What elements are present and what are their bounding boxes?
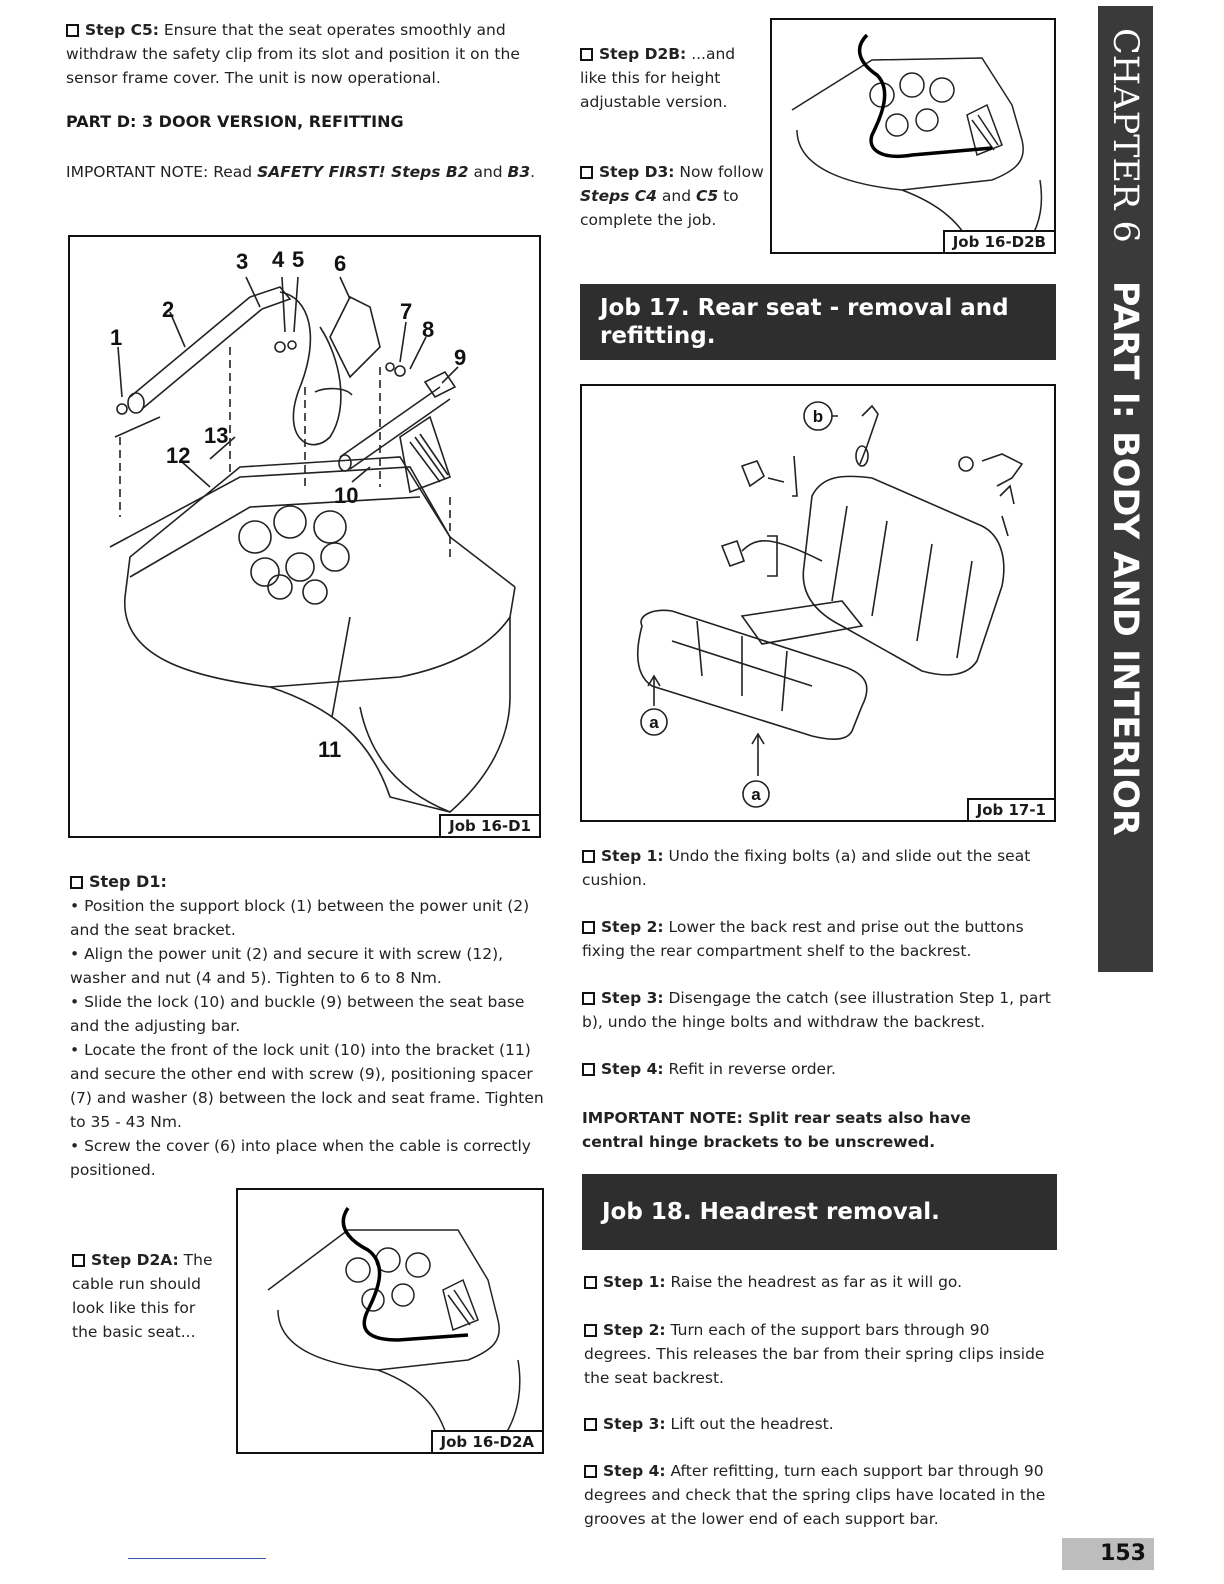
- callout-7: 7: [400, 299, 413, 324]
- step-d2a-label: Step D2A:: [91, 1251, 179, 1269]
- step-label: Step 2:: [603, 1321, 666, 1339]
- step-d1-bullet: • Position the support block (1) between the power unit (2) and the seat bracket.: [70, 894, 548, 942]
- note-prefix: IMPORTANT NOTE: Read: [66, 163, 258, 181]
- step-label: Step 4:: [603, 1462, 666, 1480]
- part-d-heading: PART D: 3 DOOR VERSION, REFITTING: [66, 112, 404, 131]
- step-d1-bullet: • Screw the cover (6) into place when the cable is correctly positioned.: [70, 1134, 548, 1182]
- step-label: Step 1:: [601, 847, 664, 865]
- checkbox-icon: [584, 1418, 597, 1431]
- page-number: 153: [1062, 1538, 1154, 1570]
- checkbox-icon: [584, 1276, 597, 1289]
- job18-step-1: [584, 1270, 1054, 1294]
- job18-banner: Job 18. Headrest removal.: [582, 1174, 1057, 1250]
- seat-frame-exploded-illustration: [70, 237, 539, 836]
- footer-rule: [128, 1558, 266, 1559]
- job17-banner: Job 17. Rear seat - removal and refitting.: [580, 284, 1056, 360]
- figure-label-16-d2b: Job 16-D2B: [943, 230, 1056, 254]
- step-d3: [580, 160, 770, 232]
- note-b3: B3: [507, 163, 531, 181]
- step-text: Raise the headrest as far as it will go.: [670, 1273, 963, 1291]
- step-d3-label: Step D3:: [599, 163, 675, 181]
- step-d1-bullet: • Align the power unit (2) and secure it with screw (12), washer and nut (4 and 5). Tighten to 6 to 8 Nm.: [70, 942, 548, 990]
- job17-step-2: [582, 915, 1052, 963]
- note-bold: SAFETY FIRST! Steps B2: [257, 163, 469, 181]
- step-label: Step 2:: [601, 918, 664, 936]
- callout-9: 9: [454, 345, 467, 370]
- figure-job-16-d1: [68, 235, 541, 838]
- note-and: and: [468, 163, 508, 181]
- step-d1-bullet: • Locate the front of the lock unit (10) into the bracket (11) and secure the other end with screw (9), positioning spacer (7) and washer (8) between the lock and seat frame. Tighten to 35 - 43 Nm.: [70, 1038, 548, 1134]
- note-end: .: [530, 163, 536, 181]
- step-label: Step 4:: [601, 1060, 664, 1078]
- step-text: After refitting, turn each support bar through 90 degrees and check that the spring clips have located in the grooves at the lower end of each support bar.: [584, 1462, 1046, 1528]
- callout-10: 10: [334, 483, 359, 508]
- callout-12: 12: [166, 443, 191, 468]
- seat-cable-height-adjustable-illustration: [772, 20, 1054, 252]
- callout-b: b: [812, 407, 824, 426]
- chapter-side-tab: [1098, 6, 1153, 972]
- job17-step-3: [582, 986, 1057, 1034]
- callout-2: 2: [162, 297, 175, 322]
- checkbox-icon: [66, 24, 79, 37]
- step-label: Step 3:: [603, 1415, 666, 1433]
- step-label: Step 1:: [603, 1273, 666, 1291]
- step-d2b-label: Step D2B:: [599, 45, 687, 63]
- step-text: Refit in reverse order.: [668, 1060, 836, 1078]
- step-c5-label: Step C5:: [85, 21, 159, 39]
- checkbox-icon: [582, 850, 595, 863]
- step-d2b-text: ...and like this for height adjustable version.: [580, 45, 736, 111]
- step-d2b: [580, 42, 750, 114]
- figure-job-16-d2b: [770, 18, 1056, 254]
- figure-label-16-d2a: Job 16-D2A: [431, 1430, 544, 1454]
- callout-a-right: a: [751, 785, 761, 804]
- checkbox-icon: [580, 166, 593, 179]
- step-d3-pre: Now follow: [679, 163, 764, 181]
- step-text: Undo the fixing bolts (a) and slide out the seat cushion.: [582, 847, 1031, 889]
- job18-step-4: [584, 1459, 1059, 1531]
- step-d3-bold: Steps C4: [580, 187, 657, 205]
- step-text: Lower the back rest and prise out the buttons fixing the rear compartment shelf to the backrest.: [582, 918, 1024, 960]
- step-d3-c5: C5: [695, 187, 719, 205]
- step-d3-and: and: [656, 187, 696, 205]
- callout-8: 8: [422, 317, 435, 342]
- callout-13: 13: [204, 423, 229, 448]
- callout-a-left: a: [649, 713, 659, 732]
- step-label: Step 3:: [601, 989, 664, 1007]
- checkbox-icon: [580, 48, 593, 61]
- job18-step-2: [584, 1318, 1059, 1390]
- step-text: Turn each of the support bars through 90 degrees. This releases the bar from their spring clips inside the seat backrest.: [584, 1321, 1045, 1387]
- callout-3: 3: [236, 249, 249, 274]
- job17-important-note: IMPORTANT NOTE: Split rear seats also have central hinge brackets to be unscrewed.: [582, 1109, 971, 1151]
- checkbox-icon: [70, 876, 83, 889]
- step-d2a: [72, 1248, 224, 1344]
- figure-job-16-d2a: [236, 1188, 544, 1454]
- job17-step-4: [582, 1057, 1052, 1081]
- step-text: Lift out the headrest.: [670, 1415, 834, 1433]
- important-note-b: [66, 160, 536, 184]
- callout-5: 5: [292, 247, 305, 272]
- step-d1: [70, 870, 548, 1182]
- step-text: Disengage the catch (see illustration Step 1, part b), undo the hinge bolts and withdraw the backrest.: [582, 989, 1051, 1031]
- chapter-side-tab-text: [1105, 28, 1145, 836]
- callout-6: 6: [334, 251, 347, 276]
- figure-job-17-1: [580, 384, 1056, 822]
- step-c5: [66, 18, 526, 90]
- job17-step-1: [582, 844, 1052, 892]
- checkbox-icon: [582, 921, 595, 934]
- part-label: PART I: BODY AND INTERIOR: [1105, 280, 1145, 836]
- checkbox-icon: [72, 1254, 85, 1267]
- step-c5-text: Ensure that the seat operates smoothly and withdraw the safety clip from its slot and position it on the sensor frame cover. The unit is now operational.: [66, 21, 520, 87]
- step-d1-bullet: • Slide the lock (10) and buckle (9) between the seat base and the adjusting bar.: [70, 990, 548, 1038]
- checkbox-icon: [584, 1324, 597, 1337]
- callout-1: 1: [110, 325, 123, 350]
- checkbox-icon: [582, 992, 595, 1005]
- chapter-label: CHAPTER 6: [1105, 28, 1145, 243]
- callout-11: 11: [318, 737, 342, 762]
- step-d1-label: Step D1:: [89, 872, 167, 891]
- figure-label-17-1: Job 17-1: [967, 798, 1056, 822]
- rear-seat-exploded-illustration: [582, 386, 1054, 820]
- job18-step-3: [584, 1412, 1054, 1436]
- callout-4: 4: [272, 247, 285, 272]
- step-d2a-text: The cable run should look like this for the basic seat...: [72, 1251, 213, 1341]
- checkbox-icon: [584, 1465, 597, 1478]
- checkbox-icon: [582, 1063, 595, 1076]
- figure-label-16-d1: Job 16-D1: [439, 814, 541, 838]
- seat-cable-basic-illustration: [238, 1190, 542, 1452]
- step-d3-post: to complete the job.: [580, 187, 739, 229]
